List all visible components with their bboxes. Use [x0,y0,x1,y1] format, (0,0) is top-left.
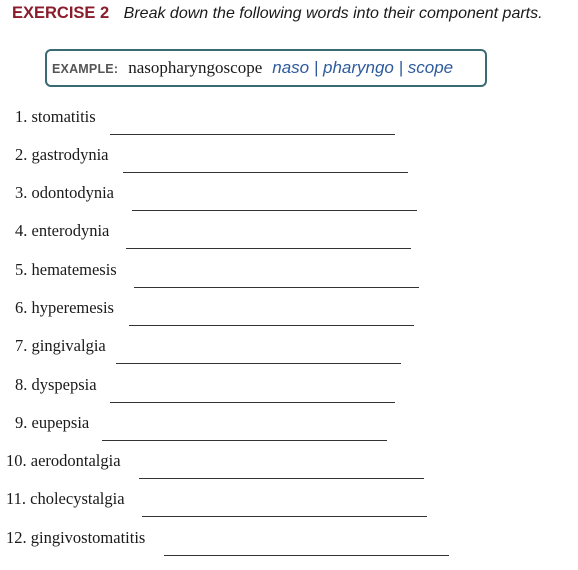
answer-line[interactable] [164,555,449,556]
item-text [15,336,106,356]
exercise-item-11 [0,489,578,527]
exercise-item-8 [0,375,578,413]
item-number: 2. [15,145,28,164]
item-word: gingivostomatitis [30,528,146,547]
exercise-item-6 [0,298,578,336]
answer-line[interactable] [139,478,424,479]
item-word: dyspepsia [31,375,97,394]
answer-line[interactable] [110,134,395,135]
item-word: hematemesis [31,260,117,279]
item-text [15,107,96,127]
item-number: 7. [15,336,28,355]
item-word: odontodynia [31,183,114,202]
answer-line[interactable] [123,172,408,173]
exercise-item-10 [0,451,578,489]
answer-line[interactable] [116,363,401,364]
item-text [6,489,125,509]
item-word: enterodynia [31,221,110,240]
exercise-item-12 [0,528,578,566]
item-word: hyperemesis [31,298,114,317]
item-word: eupepsia [31,413,90,432]
exercise-item-9 [0,413,578,451]
exercise-item-5 [0,260,578,298]
item-number: 1. [15,107,28,126]
item-number: 12. [6,528,27,547]
item-word: aerodontalgia [30,451,121,470]
item-number: 9. [15,413,28,432]
item-word: gingivalgia [31,336,106,355]
exercise-item-1 [0,107,578,145]
item-number: 10. [6,451,27,470]
answer-line[interactable] [129,325,414,326]
item-text [15,413,89,433]
answer-line[interactable] [102,440,387,441]
answer-line[interactable] [142,516,427,517]
exercise-item-3 [0,183,578,221]
exercise-header [12,3,543,24]
item-word: cholecystalgia [30,489,125,508]
example-content [52,58,453,78]
item-text [15,375,97,395]
exercise-label: EXERCISE 2 [12,4,110,22]
item-number: 6. [15,298,28,317]
item-word: gastrodynia [31,145,109,164]
item-number: 4. [15,221,28,240]
example-word: nasopharyngoscope [128,58,263,77]
item-text [6,451,121,471]
exercise-item-2 [0,145,578,183]
item-text [15,183,114,203]
item-number: 5. [15,260,28,279]
item-word: stomatitis [31,107,96,126]
item-text [15,260,117,280]
example-label: EXAMPLE: [52,62,119,76]
exercise-instruction: Break down the following words into their component parts. [123,5,543,22]
item-number: 8. [15,375,28,394]
example-answer: naso | pharyngo | scope [272,58,454,77]
item-text [6,528,145,548]
answer-line[interactable] [126,248,411,249]
example-box [45,49,487,87]
answer-line[interactable] [132,210,417,211]
exercise-item-4 [0,221,578,259]
item-number: 11. [6,489,27,508]
item-number: 3. [15,183,28,202]
item-text [15,298,114,318]
exercise-item-7 [0,336,578,374]
item-text [15,221,109,241]
answer-line[interactable] [134,287,419,288]
item-text [15,145,108,165]
answer-line[interactable] [110,402,395,403]
